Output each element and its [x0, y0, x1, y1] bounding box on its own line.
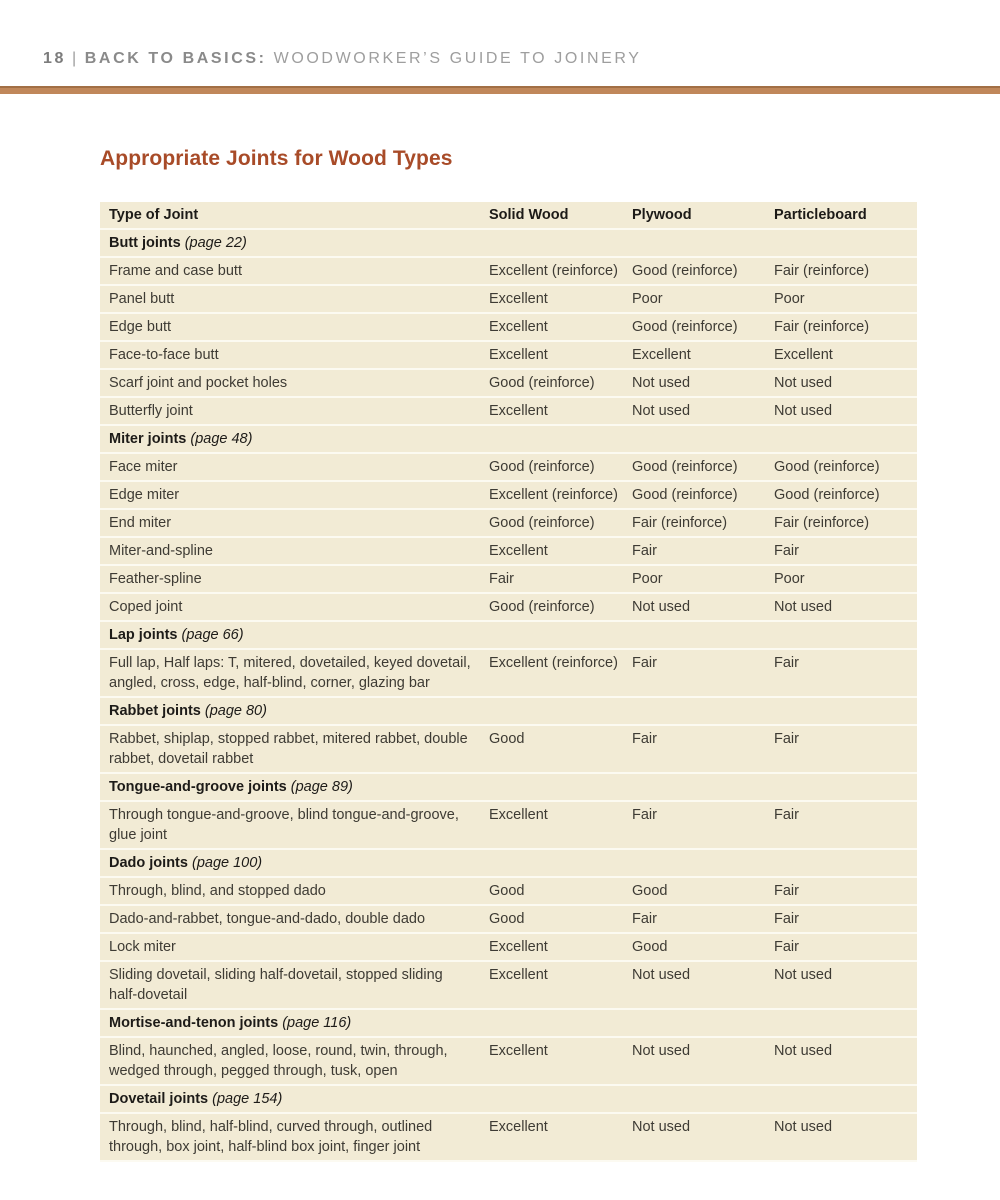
page-title: Appropriate Joints for Wood Types	[100, 147, 453, 170]
cell-joint-type: Face miter	[109, 459, 178, 475]
cell-joint-type: Dado-and-rabbet, tongue-and-dado, double dado	[109, 911, 426, 927]
cell-plywood: Fair	[632, 655, 657, 671]
cell-particleboard: Fair	[774, 543, 799, 559]
cell-particleboard: Fair (reinforce)	[774, 263, 870, 279]
table-row	[100, 1114, 917, 1162]
cell-particleboard: Good (reinforce)	[774, 459, 880, 475]
table-header-row	[100, 202, 917, 230]
cell-joint-type: Lap joints (page 66)	[109, 627, 244, 643]
cell-solid-wood: Good (reinforce)	[489, 515, 595, 531]
cell-particleboard: Fair	[774, 911, 799, 927]
table-row	[100, 802, 917, 850]
cell-solid-wood: Good	[489, 883, 525, 899]
cell-joint-type: Edge butt	[109, 319, 172, 335]
cell-particleboard: Fair	[774, 807, 799, 823]
cell-joint-type: Through tongue-and-groove, blind tongue-and-groove, glue joint	[109, 807, 459, 843]
page-reference: (page 100)	[191, 855, 263, 871]
cell-plywood: Not used	[632, 967, 691, 983]
page-number: 18	[43, 50, 66, 67]
cell-solid-wood: Excellent	[489, 291, 548, 307]
cell-joint-type: Edge miter	[109, 487, 180, 503]
cell-plywood: Good	[632, 883, 668, 899]
cell-joint-type: Coped joint	[109, 599, 183, 615]
cell-particleboard: Fair	[774, 939, 799, 955]
header-divider: |	[72, 50, 79, 67]
cell-plywood: Good (reinforce)	[632, 263, 738, 279]
table-row	[100, 650, 917, 698]
cell-joint-type: Butterfly joint	[109, 403, 193, 419]
cell-plywood: Not used	[632, 403, 691, 419]
cell-plywood: Not used	[632, 1119, 691, 1135]
table-row	[100, 258, 917, 286]
table-row	[100, 934, 917, 962]
cell-plywood: Excellent	[632, 347, 691, 363]
cell-particleboard: Fair (reinforce)	[774, 319, 870, 335]
cell-particleboard: Fair	[774, 883, 799, 899]
table-section-row	[100, 426, 917, 454]
table-row	[100, 566, 917, 594]
table-row	[100, 454, 917, 482]
cell-plywood: Poor	[632, 571, 663, 587]
cell-joint-type: Lock miter	[109, 939, 176, 955]
cell-joint-type: Through, blind, half-blind, curved through, outlined through, box joint, half-blind box joint, finger joint	[109, 1119, 433, 1155]
table-section-row	[100, 774, 917, 802]
cell-joint-type: End miter	[109, 515, 172, 531]
table-row	[100, 342, 917, 370]
table-section-row	[100, 622, 917, 650]
table-section-row	[100, 230, 917, 258]
cell-solid-wood: Fair	[489, 571, 514, 587]
book-title: WOODWORKER’S GUIDE TO JOINERY	[273, 50, 642, 67]
cell-solid-wood: Excellent	[489, 403, 548, 419]
cell-solid-wood: Good (reinforce)	[489, 375, 595, 391]
cell-joint-type: Butt joints (page 22)	[109, 235, 247, 251]
column-header-type-of-joint: Type of Joint	[109, 207, 199, 223]
page-reference: (page 66)	[181, 627, 244, 643]
cell-particleboard: Not used	[774, 1043, 833, 1059]
table-section-row	[100, 698, 917, 726]
cell-joint-type: Tongue-and-groove joints (page 89)	[109, 779, 353, 795]
cell-solid-wood: Good	[489, 911, 525, 927]
running-head	[43, 50, 642, 68]
table-row	[100, 398, 917, 426]
cell-joint-type: Rabbet, shiplap, stopped rabbet, mitered rabbet, double rabbet, dovetail rabbet	[109, 731, 468, 767]
cell-solid-wood: Excellent	[489, 319, 548, 335]
cell-solid-wood: Excellent	[489, 967, 548, 983]
cell-joint-type: Miter joints (page 48)	[109, 431, 253, 447]
page-reference: (page 89)	[290, 779, 353, 795]
joints-table	[100, 202, 917, 1162]
table-row	[100, 594, 917, 622]
cell-joint-type: Frame and case butt	[109, 263, 242, 279]
cell-particleboard: Poor	[774, 291, 805, 307]
cell-joint-type: Mortise-and-tenon joints (page 116)	[109, 1015, 352, 1031]
cell-plywood: Good	[632, 939, 668, 955]
table-section-row	[100, 850, 917, 878]
cell-plywood: Fair	[632, 543, 657, 559]
cell-particleboard: Good (reinforce)	[774, 487, 880, 503]
cell-plywood: Fair (reinforce)	[632, 515, 728, 531]
cell-joint-type: Panel butt	[109, 291, 175, 307]
cell-plywood: Poor	[632, 291, 663, 307]
column-header-solid-wood: Solid Wood	[489, 207, 569, 223]
table-row	[100, 878, 917, 906]
cell-solid-wood: Excellent (reinforce)	[489, 655, 618, 671]
cell-joint-type: Full lap, Half laps: T, mitered, dovetailed, keyed dovetail, angled, cross, edge, half-blind, corner, glazing bar	[109, 655, 471, 691]
cell-solid-wood: Excellent	[489, 939, 548, 955]
cell-joint-type: Feather-spline	[109, 571, 202, 587]
cell-solid-wood: Excellent (reinforce)	[489, 487, 618, 503]
cell-solid-wood: Excellent	[489, 807, 548, 823]
series-title: BACK TO BASICS:	[84, 50, 267, 67]
table-row	[100, 906, 917, 934]
cell-plywood: Fair	[632, 731, 657, 747]
cell-joint-type: Miter-and-spline	[109, 543, 213, 559]
cell-solid-wood: Good	[489, 731, 525, 747]
joints-table-body	[100, 230, 917, 1162]
copper-rule	[0, 86, 1000, 94]
cell-plywood: Fair	[632, 807, 657, 823]
cell-particleboard: Not used	[774, 403, 833, 419]
cell-plywood: Good (reinforce)	[632, 459, 738, 475]
page-reference: (page 22)	[184, 235, 247, 251]
cell-plywood: Not used	[632, 375, 691, 391]
page-reference: (page 154)	[212, 1091, 283, 1107]
cell-plywood: Good (reinforce)	[632, 487, 738, 503]
cell-joint-type: Dovetail joints (page 154)	[109, 1091, 283, 1107]
cell-joint-type: Through, blind, and stopped dado	[109, 883, 326, 899]
table-row	[100, 1038, 917, 1086]
cell-joint-type: Face-to-face butt	[109, 347, 219, 363]
table-row	[100, 962, 917, 1010]
cell-particleboard: Fair	[774, 731, 799, 747]
cell-solid-wood: Excellent	[489, 543, 548, 559]
cell-particleboard: Not used	[774, 967, 833, 983]
column-header-particleboard: Particleboard	[774, 207, 867, 223]
table-row	[100, 510, 917, 538]
cell-joint-type: Rabbet joints (page 80)	[109, 703, 267, 719]
cell-plywood: Fair	[632, 911, 657, 927]
table-row	[100, 286, 917, 314]
table-row	[100, 314, 917, 342]
cell-solid-wood: Excellent	[489, 1119, 548, 1135]
cell-joint-type: Dado joints (page 100)	[109, 855, 263, 871]
cell-particleboard: Not used	[774, 1119, 833, 1135]
table-row	[100, 482, 917, 510]
table-row	[100, 370, 917, 398]
cell-joint-type: Sliding dovetail, sliding half-dovetail, stopped sliding half-dovetail	[109, 967, 443, 1003]
cell-plywood: Good (reinforce)	[632, 319, 738, 335]
cell-solid-wood: Excellent (reinforce)	[489, 263, 618, 279]
column-header-plywood: Plywood	[632, 207, 692, 223]
cell-particleboard: Poor	[774, 571, 805, 587]
cell-particleboard: Fair (reinforce)	[774, 515, 870, 531]
cell-particleboard: Fair	[774, 655, 799, 671]
cell-joint-type: Scarf joint and pocket holes	[109, 375, 288, 391]
table-section-row	[100, 1010, 917, 1038]
table-section-row	[100, 1086, 917, 1114]
cell-plywood: Not used	[632, 1043, 691, 1059]
page-reference: (page 80)	[204, 703, 267, 719]
cell-solid-wood: Excellent	[489, 347, 548, 363]
cell-solid-wood: Good (reinforce)	[489, 599, 595, 615]
table-row	[100, 726, 917, 774]
cell-plywood: Not used	[632, 599, 691, 615]
cell-joint-type: Blind, haunched, angled, loose, round, twin, through, wedged through, pegged through, tusk, open	[109, 1043, 448, 1079]
cell-particleboard: Not used	[774, 375, 833, 391]
page-reference: (page 48)	[190, 431, 253, 447]
cell-particleboard: Not used	[774, 599, 833, 615]
table-row	[100, 538, 917, 566]
cell-solid-wood: Good (reinforce)	[489, 459, 595, 475]
cell-solid-wood: Excellent	[489, 1043, 548, 1059]
page-reference: (page 116)	[282, 1015, 352, 1031]
cell-particleboard: Excellent	[774, 347, 833, 363]
